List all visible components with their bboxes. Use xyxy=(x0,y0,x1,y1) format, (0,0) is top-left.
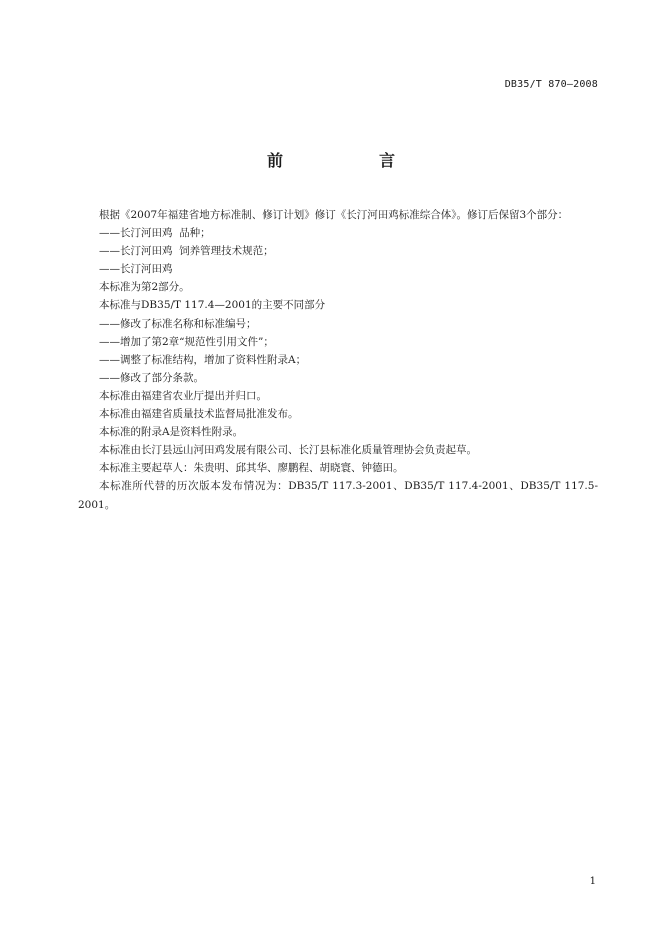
list-item: ——长汀河田鸡 品种； xyxy=(99,227,211,240)
page-title: 前 言 xyxy=(266,151,435,170)
list-item: ——调整了标准结构，增加了资料性附录A； xyxy=(99,353,307,366)
paragraph: 本标准与DB35/T 117.4—2001的主要不同部分 xyxy=(99,299,326,312)
paragraph: 本标准主要起草人：朱贵明、邱其华、廖鹏程、胡晓寰、钟德田。 xyxy=(99,462,404,475)
list-item: ——长汀河田鸡 xyxy=(99,263,173,276)
document-code: DB35/T 870—2008 xyxy=(504,79,598,90)
paragraph: 本标准所代替的历次版本发布情况为：DB35/T 117.3-2001、DB35/T 117.4-2001、DB35/T 117.5-2001。 xyxy=(78,480,598,511)
paragraph: 根据《2007年福建省地方标准制、修订计划》修订《长汀河田鸡标准综合体》。修订后保留3个部分： xyxy=(99,209,569,221)
paragraph: 本标准由福建省质量技术监督局批准发布。 xyxy=(99,408,299,421)
foreword-body xyxy=(78,206,598,514)
paragraph: 本标准的附录A是资料性附录。 xyxy=(99,426,244,439)
page-number: 1 xyxy=(589,876,596,887)
list-item: ——增加了第2章“规范性引用文件”； xyxy=(99,335,274,348)
list-item: ——修改了部分条款。 xyxy=(99,371,204,384)
paragraph: 本标准由长汀县远山河田鸡发展有限公司、长汀县标准化质量管理协会负责起草。 xyxy=(99,444,477,457)
list-item: ——修改了标准名称和标准编号； xyxy=(99,317,257,330)
paragraph: 本标准由福建省农业厅提出并归口。 xyxy=(99,389,267,402)
list-item: ——长汀河田鸡 饲养管理技术规范； xyxy=(99,245,274,258)
paragraph: 本标准为第2部分。 xyxy=(99,281,190,294)
